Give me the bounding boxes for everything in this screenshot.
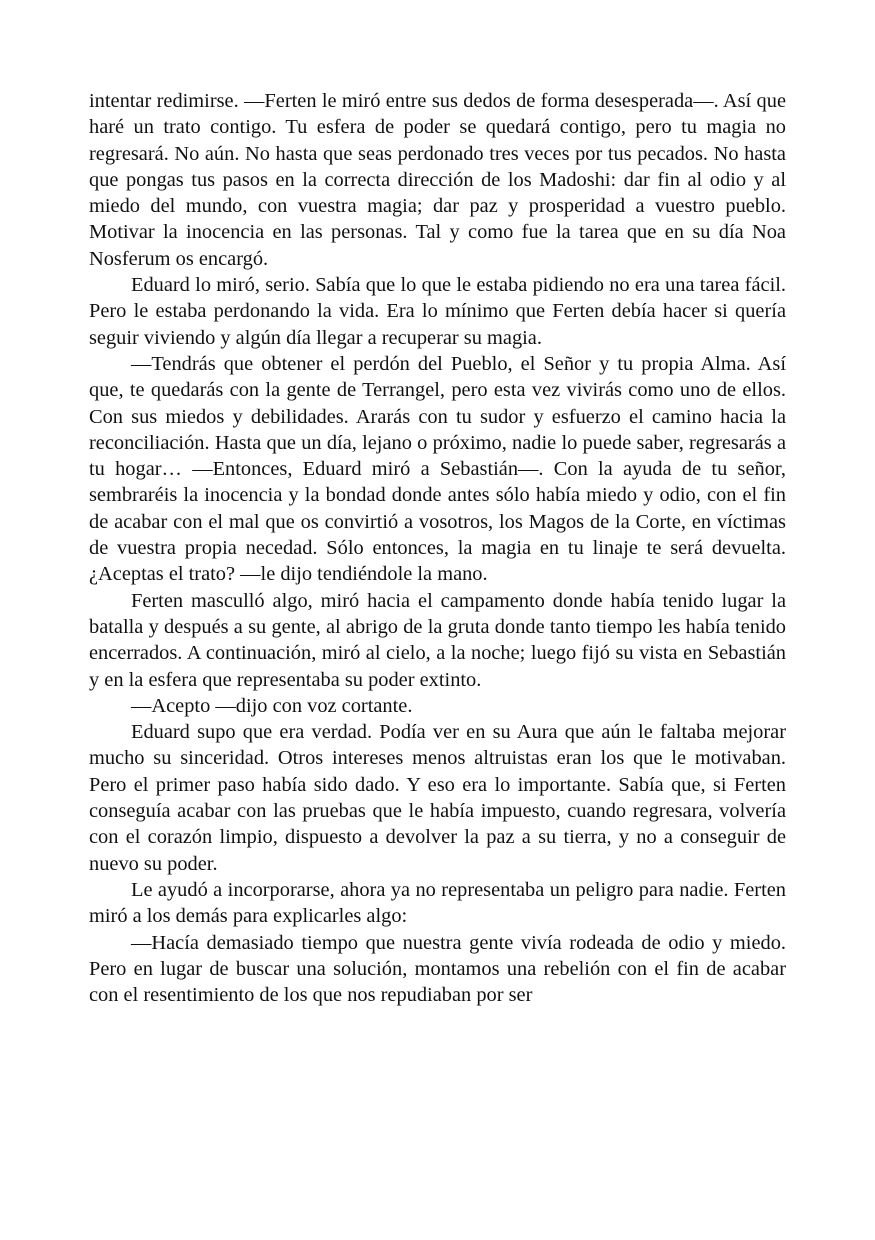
paragraph-2: Eduard lo miró, serio. Sabía que lo que le estaba pidiendo no era una tarea fácil. Pero le estaba perdonando la vida. Era lo mínimo que Ferten debía hacer si quería seguir viviendo y algún día llegar a recuperar su magia.: [89, 274, 786, 349]
paragraph-8: —Hacía demasiado tiempo que nuestra gente vivía rodeada de odio y miedo. Pero en lugar de buscar una solución, montamos una rebelión con el fin de acabar con el resentimiento de los que nos repudiaban por ser: [89, 931, 786, 1007]
paragraph-1: intentar redimirse. —Ferten le miró entre sus dedos de forma desesperada—. Así que haré un trato contigo. Tu esfera de poder se quedará contigo, pero tu magia no regresará. No aún. No hasta que seas perdonado tres veces por tus pecados. No hasta que pongas tus pasos en la correcta dirección de los Madoshi: dar fin al odio y al miedo del mundo, con vuestra magia; dar paz y prosperidad a vuestro pueblo. Motivar la inocencia en las personas. Tal y como fue la tarea que en su día Noa Nosferum os encargó.: [89, 90, 786, 270]
paragraph-6: Eduard supo que era verdad. Podía ver en su Aura que aún le faltaba mejorar mucho su sinceridad. Otros intereses menos altruistas eran los que le motivaban. Pero el primer paso había sido dado. Y eso era lo importante. Sabía que, si Ferten conseguía acabar con las pruebas que le había impuesto, cuando regresara, volvería con el corazón limpio, dispuesto a devolver la paz a su tierra, y no a conseguir de nuevo su poder.: [89, 721, 786, 875]
paragraph-4: Ferten masculló algo, miró hacia el campamento donde había tenido lugar la batalla y después a su gente, al abrigo de la gruta donde tanto tiempo les había tenido encerrados. A continuación, miró al cielo, a la noche; luego fijó su vista en Sebastián y en la esfera que representaba su poder extinto.: [89, 589, 786, 691]
paragraph-7: Le ayudó a incorporarse, ahora ya no representaba un peligro para nadie. Ferten miró a los demás para explicarles algo:: [89, 878, 786, 928]
paragraph-3: —Tendrás que obtener el perdón del Pueblo, el Señor y tu propia Alma. Así que, te quedarás con la gente de Terrangel, pero esta vez vivirás como uno de ellos. Con sus miedos y debilidades. Ararás con tu sudor y esfuerzo el camino hacia la reconciliación. Hasta que un día, lejano o próximo, nadie lo puede saber, regresarás a tu hogar… —Entonces, Eduard miró a Sebastián—. Con la ayuda de tu señor, sembraréis la inocencia y la bondad donde antes sólo había miedo y odio, con el fin de acabar con el mal que os convirtió a vosotros, los Magos de la Corte, en víctimas de vuestra propia necedad. Sólo entonces, la magia en tu linaje te será devuelta. ¿Aceptas el trato? —le dijo tendiéndole la mano.: [89, 352, 786, 586]
paragraph-5: —Acepto —dijo con voz cortante.: [131, 694, 413, 717]
page-body: [89, 88, 786, 1008]
